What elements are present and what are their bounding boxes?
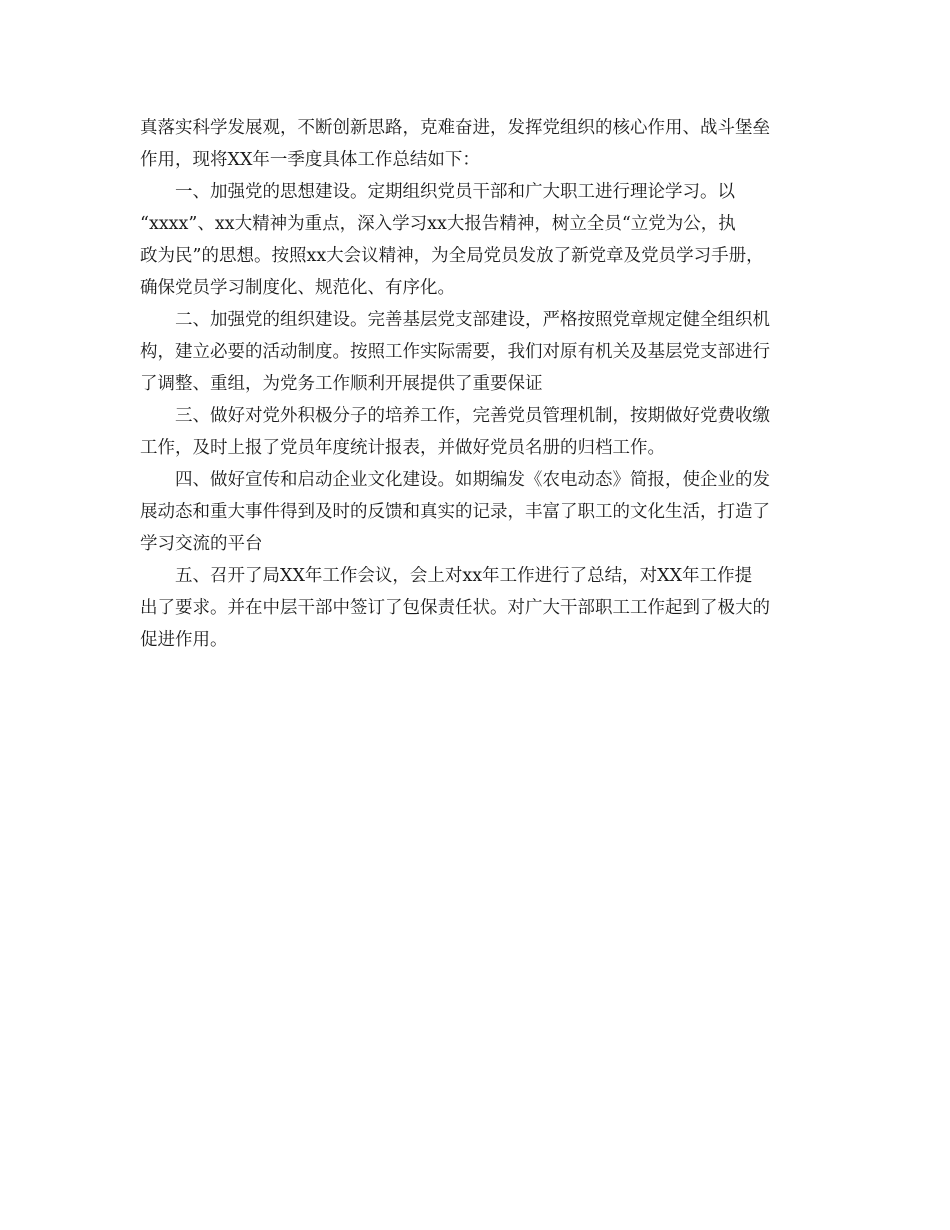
paragraph-2-start: 二、加强党的组织建设。完善基层党支部建设，严格按照党章规定健全组织机 bbox=[175, 310, 770, 330]
paragraph-5-start: 五、召开了局XX年工作会议，会上对xx年工作进行了总结，对XX年工作提 bbox=[175, 566, 753, 586]
text-line-13: 展动态和重大事件得到及时的反馈和真实的记录，丰富了职工的文化生活，打造了 bbox=[140, 502, 770, 522]
paragraph-1-start: 一、加强党的思想建设。定期组织党员干部和广大职工进行理论学习。以 bbox=[175, 182, 735, 202]
document-body bbox=[140, 112, 812, 656]
text-line-2: 作用，现将XX年一季度具体工作总结如下： bbox=[140, 150, 480, 170]
text-line-1: 真落实科学发展观，不断创新思路，克难奋进，发挥党组织的核心作用、战斗堡垒 bbox=[140, 118, 770, 138]
text-line-16: 出了要求。并在中层干部中签订了包保责任状。对广大干部职工工作起到了极大的 bbox=[140, 598, 770, 618]
text-line-9: 了调整、重组，为党务工作顺利开展提供了重要保证 bbox=[140, 374, 543, 394]
text-line-4: “xxxx”、xx大精神为重点，深入学习xx大报告精神，树立全员“立党为公，执 bbox=[140, 214, 736, 234]
text-line-6: 确保党员学习制度化、规范化、有序化。 bbox=[140, 278, 455, 298]
paragraph-3-start: 三、做好对党外积极分子的培养工作，完善党员管理机制，按期做好党费收缴 bbox=[175, 406, 770, 426]
text-line-11: 工作，及时上报了党员年度统计报表，并做好党员名册的归档工作。 bbox=[140, 438, 665, 458]
text-line-8: 构，建立必要的活动制度。按照工作实际需要，我们对原有机关及基层党支部进行 bbox=[140, 342, 770, 362]
text-line-17: 促进作用。 bbox=[140, 630, 228, 650]
paragraph-4-start: 四、做好宣传和启动企业文化建设。如期编发《农电动态》简报，使企业的发 bbox=[175, 470, 770, 490]
text-line-5: 政为民”的思想。按照xx大会议精神，为全局党员发放了新党章及党员学习手册， bbox=[140, 246, 764, 266]
text-line-14: 学习交流的平台 bbox=[140, 534, 263, 554]
